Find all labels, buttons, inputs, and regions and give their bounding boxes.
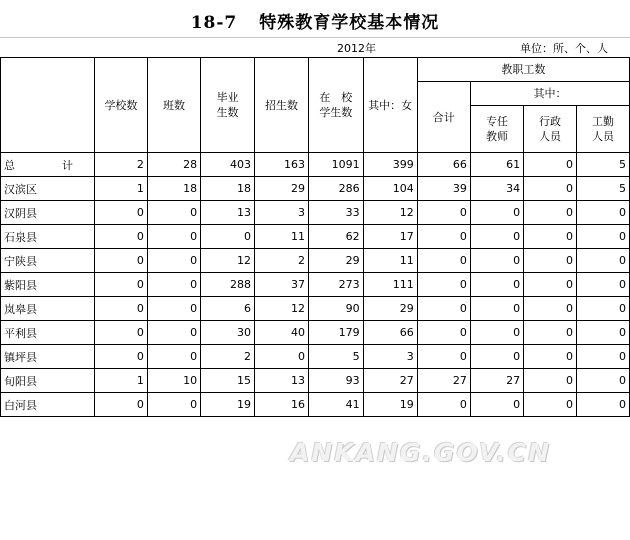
table-cell: 17 bbox=[363, 225, 417, 249]
table-cell: 12 bbox=[255, 297, 309, 321]
row-label: 宁陕县 bbox=[1, 249, 95, 273]
table-cell: 0 bbox=[577, 297, 630, 321]
row-label: 白河县 bbox=[1, 393, 95, 417]
header-workers: 工勤 人员 bbox=[577, 106, 630, 153]
header-region bbox=[1, 58, 95, 153]
row-label: 石泉县 bbox=[1, 225, 95, 249]
table-cell: 0 bbox=[95, 225, 148, 249]
table-cell: 3 bbox=[255, 201, 309, 225]
table-cell: 0 bbox=[470, 297, 523, 321]
table-cell: 0 bbox=[95, 321, 148, 345]
table-cell: 0 bbox=[524, 393, 577, 417]
table-cell: 0 bbox=[201, 225, 255, 249]
table-body bbox=[1, 153, 630, 417]
table-row bbox=[1, 345, 630, 369]
table-cell: 0 bbox=[524, 225, 577, 249]
table-row bbox=[1, 393, 630, 417]
table-cell: 0 bbox=[470, 273, 523, 297]
table-cell: 10 bbox=[147, 369, 200, 393]
table-cell: 37 bbox=[255, 273, 309, 297]
table-cell: 0 bbox=[255, 345, 309, 369]
table-cell: 41 bbox=[308, 393, 363, 417]
row-label: 平利县 bbox=[1, 321, 95, 345]
watermark: ANKANG.GOV.CN bbox=[290, 438, 552, 467]
table-cell: 0 bbox=[524, 177, 577, 201]
table-cell: 90 bbox=[308, 297, 363, 321]
table-cell: 0 bbox=[95, 201, 148, 225]
table-cell: 0 bbox=[577, 273, 630, 297]
table-cell: 0 bbox=[95, 297, 148, 321]
table-cell: 1091 bbox=[308, 153, 363, 177]
table-cell: 0 bbox=[524, 153, 577, 177]
row-label: 总 计 bbox=[1, 153, 95, 177]
table-cell: 0 bbox=[417, 345, 470, 369]
row-label: 汉滨区 bbox=[1, 177, 95, 201]
unit-label: 单位：所、个、人 bbox=[520, 42, 608, 55]
table-row bbox=[1, 321, 630, 345]
table-cell: 0 bbox=[417, 393, 470, 417]
table-cell: 273 bbox=[308, 273, 363, 297]
table-cell: 163 bbox=[255, 153, 309, 177]
table-cell: 28 bbox=[147, 153, 200, 177]
table-cell: 399 bbox=[363, 153, 417, 177]
table-cell: 0 bbox=[470, 201, 523, 225]
table-cell: 66 bbox=[417, 153, 470, 177]
table-cell: 0 bbox=[147, 201, 200, 225]
table-cell: 0 bbox=[147, 393, 200, 417]
table-cell: 12 bbox=[201, 249, 255, 273]
table-cell: 403 bbox=[201, 153, 255, 177]
row-label: 镇坪县 bbox=[1, 345, 95, 369]
header-graduates: 毕业 生数 bbox=[201, 58, 255, 153]
header-enrollment: 招生数 bbox=[255, 58, 309, 153]
table-row bbox=[1, 177, 630, 201]
table-cell: 27 bbox=[470, 369, 523, 393]
table-row bbox=[1, 225, 630, 249]
header-staff-group: 教职工数 bbox=[417, 58, 629, 82]
table-cell: 0 bbox=[470, 393, 523, 417]
table-cell: 0 bbox=[470, 249, 523, 273]
table-cell: 104 bbox=[363, 177, 417, 201]
table-cell: 0 bbox=[524, 297, 577, 321]
table-cell: 1 bbox=[95, 177, 148, 201]
table-cell: 1 bbox=[95, 369, 148, 393]
table-cell: 0 bbox=[524, 345, 577, 369]
table-cell: 0 bbox=[417, 225, 470, 249]
table-cell: 15 bbox=[201, 369, 255, 393]
header-female: 其中：女 bbox=[363, 58, 417, 153]
table-cell: 29 bbox=[363, 297, 417, 321]
table-cell: 11 bbox=[255, 225, 309, 249]
table-cell: 12 bbox=[363, 201, 417, 225]
table-cell: 0 bbox=[470, 225, 523, 249]
table-row bbox=[1, 297, 630, 321]
table-cell: 0 bbox=[147, 225, 200, 249]
table-cell: 0 bbox=[417, 249, 470, 273]
table-cell: 13 bbox=[255, 369, 309, 393]
header-admin: 行政 人员 bbox=[524, 106, 577, 153]
table-cell: 16 bbox=[255, 393, 309, 417]
table-cell: 0 bbox=[577, 369, 630, 393]
table-cell: 0 bbox=[95, 249, 148, 273]
header-in-school: 在 校 学生数 bbox=[308, 58, 363, 153]
table-cell: 0 bbox=[577, 393, 630, 417]
header-row-1 bbox=[1, 58, 630, 82]
table-cell: 0 bbox=[470, 345, 523, 369]
header-schools: 学校数 bbox=[95, 58, 148, 153]
table-cell: 0 bbox=[524, 249, 577, 273]
table-cell: 27 bbox=[363, 369, 417, 393]
table-title-text: 特殊教育学校基本情况 bbox=[259, 13, 440, 33]
table-cell: 0 bbox=[147, 345, 200, 369]
table-cell: 0 bbox=[577, 225, 630, 249]
table-row bbox=[1, 201, 630, 225]
table-cell: 19 bbox=[363, 393, 417, 417]
table-cell: 93 bbox=[308, 369, 363, 393]
table-cell: 0 bbox=[147, 249, 200, 273]
table-cell: 0 bbox=[95, 345, 148, 369]
table-cell: 0 bbox=[577, 321, 630, 345]
table-cell: 0 bbox=[417, 321, 470, 345]
table-row bbox=[1, 273, 630, 297]
table-cell: 66 bbox=[363, 321, 417, 345]
table-cell: 27 bbox=[417, 369, 470, 393]
table-cell: 18 bbox=[201, 177, 255, 201]
row-label: 汉阴县 bbox=[1, 201, 95, 225]
table-cell: 11 bbox=[363, 249, 417, 273]
table-cell: 18 bbox=[147, 177, 200, 201]
table-cell: 3 bbox=[363, 345, 417, 369]
table-cell: 288 bbox=[201, 273, 255, 297]
row-label: 岚皋县 bbox=[1, 297, 95, 321]
header-teachers: 专任 教师 bbox=[470, 106, 523, 153]
table-cell: 0 bbox=[524, 369, 577, 393]
row-label: 旬阳县 bbox=[1, 369, 95, 393]
table-cell: 111 bbox=[363, 273, 417, 297]
table-cell: 2 bbox=[201, 345, 255, 369]
header-staff-total: 合计 bbox=[417, 82, 470, 153]
table-cell: 62 bbox=[308, 225, 363, 249]
table-cell: 0 bbox=[147, 273, 200, 297]
table-cell: 0 bbox=[95, 273, 148, 297]
table-cell: 40 bbox=[255, 321, 309, 345]
year-label: 2012年 bbox=[337, 42, 376, 55]
table-row bbox=[1, 249, 630, 273]
table-cell: 0 bbox=[524, 201, 577, 225]
table-row bbox=[1, 369, 630, 393]
statistics-table bbox=[0, 57, 630, 417]
table-cell: 34 bbox=[470, 177, 523, 201]
table-cell: 0 bbox=[577, 345, 630, 369]
table-cell: 30 bbox=[201, 321, 255, 345]
row-label: 紫阳县 bbox=[1, 273, 95, 297]
table-cell: 0 bbox=[147, 321, 200, 345]
table-cell: 29 bbox=[308, 249, 363, 273]
table-cell: 0 bbox=[417, 273, 470, 297]
table-cell: 5 bbox=[577, 177, 630, 201]
header-among: 其中： bbox=[470, 82, 629, 106]
table-cell: 5 bbox=[577, 153, 630, 177]
table-cell: 286 bbox=[308, 177, 363, 201]
table-cell: 0 bbox=[524, 321, 577, 345]
table-cell: 39 bbox=[417, 177, 470, 201]
table-cell: 0 bbox=[95, 393, 148, 417]
table-cell: 13 bbox=[201, 201, 255, 225]
table-cell: 6 bbox=[201, 297, 255, 321]
table-cell: 0 bbox=[577, 201, 630, 225]
table-cell: 2 bbox=[255, 249, 309, 273]
table-title bbox=[0, 8, 630, 33]
table-cell: 29 bbox=[255, 177, 309, 201]
table-cell: 0 bbox=[470, 321, 523, 345]
table-cell: 5 bbox=[308, 345, 363, 369]
table-cell: 179 bbox=[308, 321, 363, 345]
table-cell: 33 bbox=[308, 201, 363, 225]
table-cell: 2 bbox=[95, 153, 148, 177]
table-row bbox=[1, 153, 630, 177]
table-cell: 0 bbox=[417, 201, 470, 225]
table-number: 18-7 bbox=[190, 13, 238, 33]
table-cell: 19 bbox=[201, 393, 255, 417]
table-cell: 0 bbox=[417, 297, 470, 321]
table-cell: 0 bbox=[147, 297, 200, 321]
header-classes: 班数 bbox=[147, 58, 200, 153]
table-cell: 61 bbox=[470, 153, 523, 177]
title-divider bbox=[0, 37, 630, 38]
table-cell: 0 bbox=[577, 249, 630, 273]
table-cell: 0 bbox=[524, 273, 577, 297]
